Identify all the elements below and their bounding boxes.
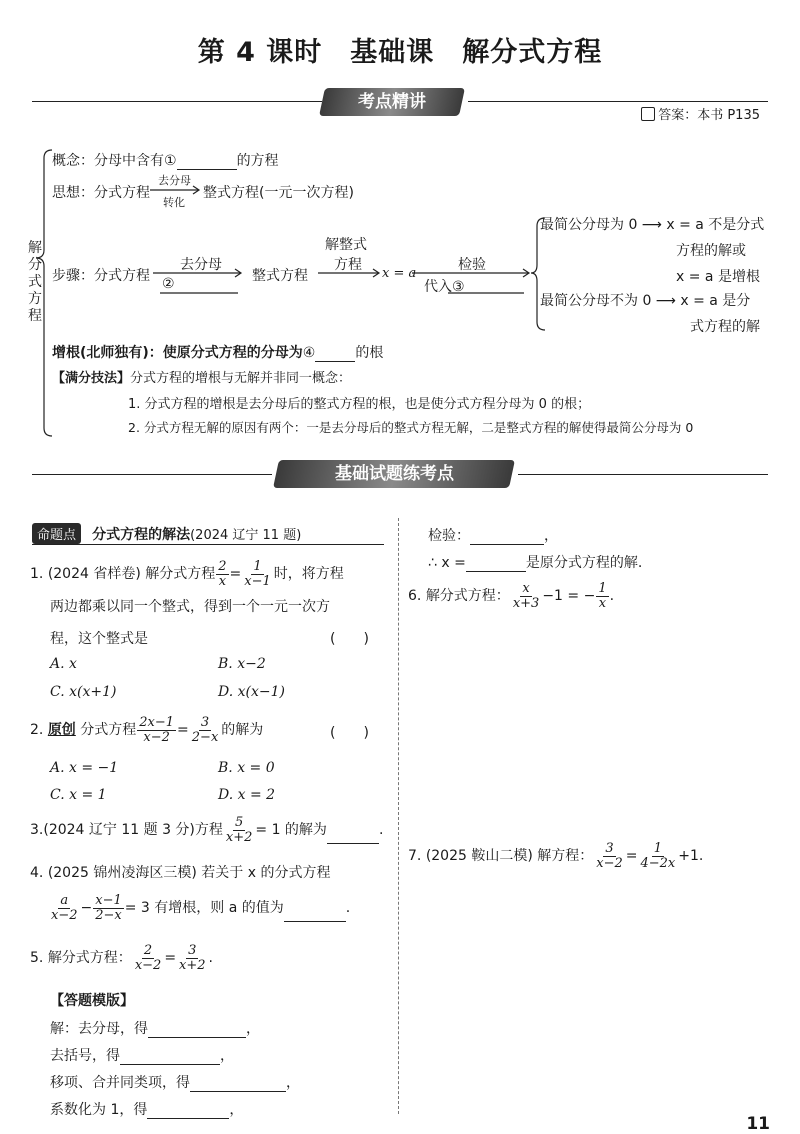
blank-4[interactable] — [315, 345, 355, 362]
question-1-line2: 两边都乘以同一个整式，得到一个一元一次方 — [50, 599, 330, 615]
idea-arrow-top: 去分母 — [158, 174, 191, 187]
steps-prefix: 步骤：分式方程 — [52, 268, 150, 284]
mingti-header: 命题点 分式方程的解法(2024 辽宁 11 题) — [32, 523, 301, 544]
option-c[interactable]: C. x(x+1) — [50, 684, 117, 700]
question-1-line3: 程，这个整式是 — [50, 631, 148, 647]
answer-reference: 答案：本书 P135 — [641, 104, 760, 123]
blank-1[interactable] — [177, 153, 237, 170]
tip-2: 2. 分式方程无解的原因有两个：一是去分母后的整式方程无解，二是整式方程的解使得最简公分母为 0 — [128, 420, 694, 435]
question-5: 5. 解分式方程： $\frac{2}{x-2}$ = $\frac{3}{x+2}$ . — [30, 943, 213, 973]
conclude-line: ∴ x = 是原分式方程的解. — [428, 555, 643, 571]
step3-bottom: 代入③ — [424, 279, 465, 295]
tip-line: 【满分技法】分式方程的增根与无解并非同一概念： — [52, 371, 352, 386]
check-line: 检验： ， — [428, 528, 558, 544]
cases-brace — [531, 218, 545, 330]
idea-line: 思想：分式方程 — [52, 185, 150, 201]
question-1: 1. (2024 省样卷) 解分式方程 $\frac{2}{x}$ = $\frac{1}{x-1}$ 时，将方程 — [30, 559, 344, 589]
answer-blank[interactable] — [284, 905, 346, 922]
page-number: 11 — [746, 1114, 770, 1134]
option-c[interactable]: C. x = 1 — [50, 787, 107, 803]
template-step-1: 解：去分母，得 ， — [50, 1021, 260, 1037]
template-title: 【答题模版】 — [50, 993, 134, 1009]
case1-line2: 方程的解或 — [676, 243, 746, 259]
step3-node: x = a — [382, 266, 417, 281]
case1-line1: 最简公分母为 0 ⟶ x = a 不是分式 — [540, 217, 765, 233]
answer-blank[interactable] — [147, 1102, 229, 1119]
case1-line3: x = a 是增根 — [676, 269, 760, 285]
answer-blank[interactable] — [466, 555, 526, 572]
idea-arrow-bottom: 转化 — [163, 196, 185, 209]
question-2: 2. 原创 分式方程 $\frac{2x-1}{x-2}$ = $\frac{3}{2-x}$ 的解为 — [30, 715, 264, 745]
option-d[interactable]: D. x(x−1) — [218, 684, 285, 700]
answer-paren[interactable]: ( ) — [330, 725, 369, 741]
step2-top2: 方程 — [334, 257, 362, 273]
option-b[interactable]: B. x = 0 — [218, 760, 275, 776]
template-step-3: 移项、合并同类项，得 ， — [50, 1075, 300, 1091]
step3-top: 检验 — [458, 257, 486, 273]
answer-blank[interactable] — [327, 827, 379, 844]
option-a[interactable]: A. x — [50, 656, 77, 672]
section-banner-jichu: 基础试题练考点 — [273, 460, 515, 488]
root-label: 解 分 式 方 程 — [28, 240, 42, 324]
option-b[interactable]: B. x−2 — [218, 656, 266, 672]
option-a[interactable]: A. x = −1 — [50, 760, 119, 776]
answer-blank[interactable] — [470, 528, 544, 545]
divider — [518, 474, 768, 475]
question-4-line2: $\frac{a}{x-2}$ − $\frac{x-1}{2-x}$ = 3 有增根，则 a 的值为 . — [51, 893, 351, 923]
question-4: 4. (2025 锦州凌海区三模) 若关于 x 的分式方程 — [30, 865, 331, 881]
answer-paren[interactable]: ( ) — [330, 631, 369, 647]
concept-line: 概念：分母中含有① 的方程 — [52, 153, 279, 169]
section-banner-kaodian: 考点精讲 — [319, 88, 465, 116]
idea-suffix: 整式方程(一元一次方程) — [203, 185, 354, 201]
template-step-4: 系数化为 1，得 ， — [50, 1102, 244, 1118]
case2-line2: 式方程的解 — [690, 319, 760, 335]
divider — [32, 474, 272, 475]
root-line: 增根(北师独有)：使原分式方程的分母为④ 的根 — [52, 345, 384, 361]
step1-bottom: ② — [162, 276, 175, 292]
question-3: 3.(2024 辽宁 11 题 3 分)方程 $\frac{5}{x+2}$ = 1 的解为 . — [30, 815, 384, 845]
answer-blank[interactable] — [120, 1048, 220, 1065]
tip-1: 1. 分式方程的增根是去分母后的整式方程的根，也是使分式方程分母为 0 的根； — [128, 397, 591, 412]
answer-blank[interactable] — [148, 1021, 246, 1038]
divider — [32, 544, 384, 545]
column-divider — [398, 518, 399, 1114]
case2-line1: 最简公分母不为 0 ⟶ x = a 是分 — [540, 293, 751, 309]
page-title: 第 4 课时 基础课 解分式方程 — [197, 37, 603, 68]
step2-top1: 解整式 — [325, 237, 367, 253]
question-7: 7. (2025 鞍山二模) 解方程： $\frac{3}{x-2}$ = $\frac{1}{4-2x}$ +1. — [408, 841, 704, 871]
option-d[interactable]: D. x = 2 — [218, 787, 276, 803]
template-step-2: 去括号，得 ， — [50, 1048, 234, 1064]
step1-top: 去分母 — [180, 257, 222, 273]
step2-node: 整式方程 — [252, 268, 308, 284]
question-6: 6. 解分式方程： $\frac{x}{x+3}$ −1 = − $\frac{1}{x}$ . — [408, 581, 615, 611]
answer-blank[interactable] — [190, 1075, 286, 1092]
